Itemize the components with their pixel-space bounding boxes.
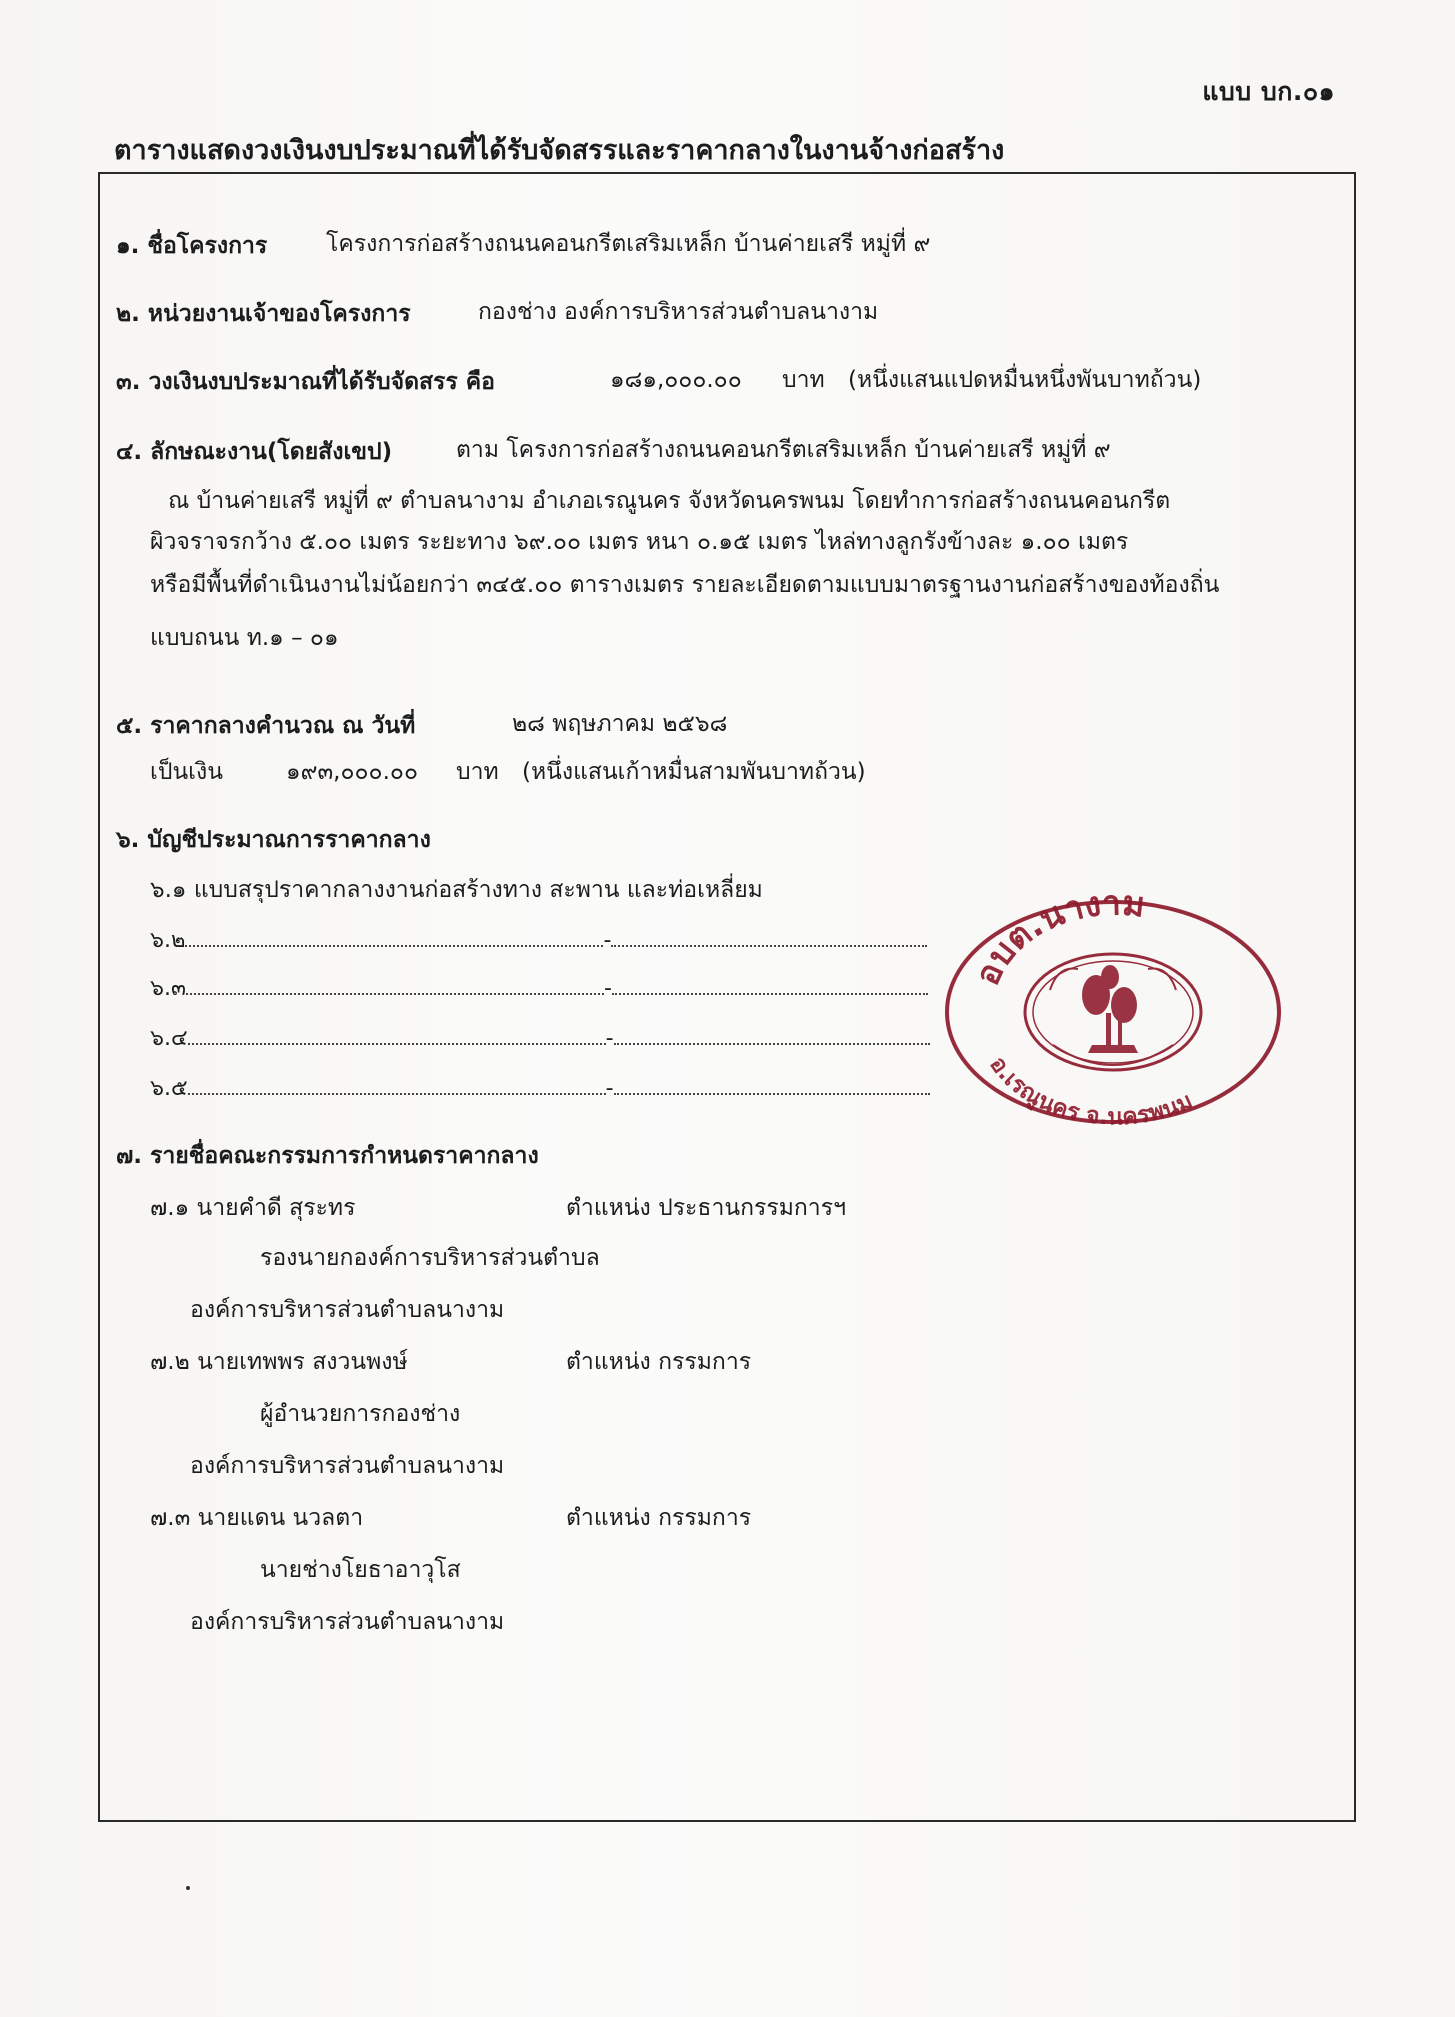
member-name: ๗.๑ นายคำดี สุระทร	[150, 1195, 356, 1221]
member-name: ๗.๒ นายเทพพร สงวนพงษ์	[150, 1349, 408, 1375]
work-desc-line5: แบบถนน ท.๑ – ๐๑	[150, 625, 339, 651]
item1-label: ๑. ชื่อโครงการ	[116, 233, 268, 259]
estimate-amount-label: เป็นเงิน	[150, 759, 223, 785]
project-name: โครงการก่อสร้างถนนคอนกรีตเสริมเหล็ก บ้านค่ายเสรี หมู่ที่ ๙	[326, 231, 931, 257]
estimate-amount: ๑๙๓,๐๐๐.๐๐	[286, 759, 418, 785]
dotted-line	[611, 944, 927, 947]
stamp-bottom-text: อ.เรณูนคร จ.นครพนม	[984, 1051, 1197, 1130]
dotted-line	[614, 1042, 930, 1045]
estimate-list-6-1: ๖.๑ แบบสรุปราคากลางงานก่อสร้างทาง สะพาน และท่อเหลี่ยม	[150, 877, 763, 903]
member-title: รองนายกองค์การบริหารส่วนตำบล	[260, 1245, 600, 1271]
blank-dash: -	[605, 1026, 614, 1051]
dotted-line	[185, 944, 603, 947]
estimate-list-blank	[150, 922, 927, 957]
blank-number: ๖.๕	[150, 1076, 188, 1101]
blank-number: ๖.๓	[150, 976, 186, 1001]
work-desc-line4: หรือมีพื้นที่ดำเนินงานไม่น้อยกว่า ๓๔๕.๐๐ ตารางเมตร รายละเอียดตามแบบมาตรฐานงานก่อสร้างของท้องถิ่น	[150, 572, 1220, 598]
blank-dash: -	[605, 1076, 614, 1101]
member-title: นายช่างโยธาอาวุโส	[260, 1557, 461, 1583]
speck	[186, 1886, 190, 1890]
official-stamp	[938, 895, 1288, 1130]
dotted-line	[186, 992, 604, 995]
item4-label: ๔. ลักษณะงาน(โดยสังเขป)	[116, 439, 393, 465]
work-desc-line2: ณ บ้านค่ายเสรี หมู่ที่ ๙ ตำบลนางาม อำเภอเรณูนคร จังหวัดนครพนม โดยทำการก่อสร้างถนนคอนกรีต	[168, 488, 1171, 514]
budget-unit: บาท	[782, 367, 825, 393]
item7-label: ๗. รายชื่อคณะกรรมการกำหนดราคากลาง	[116, 1143, 539, 1169]
blank-number: ๖.๔	[150, 1026, 188, 1051]
item5-label: ๕. ราคากลางคำนวณ ณ วันที่	[116, 713, 416, 739]
estimate-list-blank	[150, 970, 928, 1005]
member-title: ผู้อำนวยการกองช่าง	[260, 1401, 461, 1427]
member-org: องค์การบริหารส่วนตำบลนางาม	[190, 1453, 505, 1479]
dotted-line	[614, 1092, 930, 1095]
estimate-list-blank	[150, 1020, 930, 1055]
budget-amount: ๑๘๑,๐๐๐.๐๐	[610, 367, 742, 393]
item3-label: ๓. วงเงินงบประมาณที่ได้รับจัดสรร คือ	[116, 369, 495, 395]
document-title: ตารางแสดงวงเงินงบประมาณที่ได้รับจัดสรรและราคากลางในงานจ้างก่อสร้าง	[114, 135, 1005, 166]
member-name: ๗.๓ นายแดน นวลตา	[150, 1505, 364, 1531]
blank-number: ๖.๒	[150, 928, 186, 953]
member-org: องค์การบริหารส่วนตำบลนางาม	[190, 1297, 505, 1323]
dotted-line	[612, 992, 928, 995]
member-position: ตำแหน่ง กรรมการ	[566, 1505, 752, 1531]
dotted-line	[188, 1042, 606, 1045]
blank-dash: -	[604, 976, 612, 1001]
stamp-top-text: อบต.นางาม	[967, 895, 1147, 992]
item6-label: ๖. บัญชีประมาณการราคากลาง	[116, 827, 431, 853]
form-code: แบบ บก.๐๑	[1202, 77, 1335, 106]
estimate-words: (หนึ่งแสนเก้าหมื่นสามพันบาทถ้วน)	[522, 759, 866, 785]
work-desc-line1: ตาม โครงการก่อสร้างถนนคอนกรีตเสริมเหล็ก บ้านค่ายเสรี หมู่ที่ ๙	[456, 437, 1111, 463]
estimate-list-blank	[150, 1070, 930, 1105]
dotted-line	[188, 1092, 606, 1095]
item2-label: ๒. หน่วยงานเจ้าของโครงการ	[116, 301, 411, 327]
estimate-date: ๒๘ พฤษภาคม ๒๕๖๘	[512, 711, 728, 737]
project-owner: กองช่าง องค์การบริหารส่วนตำบลนางาม	[478, 299, 879, 325]
estimate-unit: บาท	[456, 759, 499, 785]
work-desc-line3: ผิวจราจรกว้าง ๕.๐๐ เมตร ระยะทาง ๖๙.๐๐ เมตร หนา ๐.๑๕ เมตร ไหล่ทางลูกรังข้างละ ๑.๐๐ เมตร	[150, 529, 1129, 555]
member-position: ตำแหน่ง ประธานกรรมการฯ	[566, 1195, 846, 1221]
member-position: ตำแหน่ง กรรมการ	[566, 1349, 752, 1375]
member-org: องค์การบริหารส่วนตำบลนางาม	[190, 1609, 505, 1635]
budget-words: (หนึ่งแสนแปดหมื่นหนึ่งพันบาทถ้วน)	[848, 367, 1202, 393]
stamp-emblem	[1082, 965, 1138, 1053]
blank-dash: -	[603, 928, 612, 953]
